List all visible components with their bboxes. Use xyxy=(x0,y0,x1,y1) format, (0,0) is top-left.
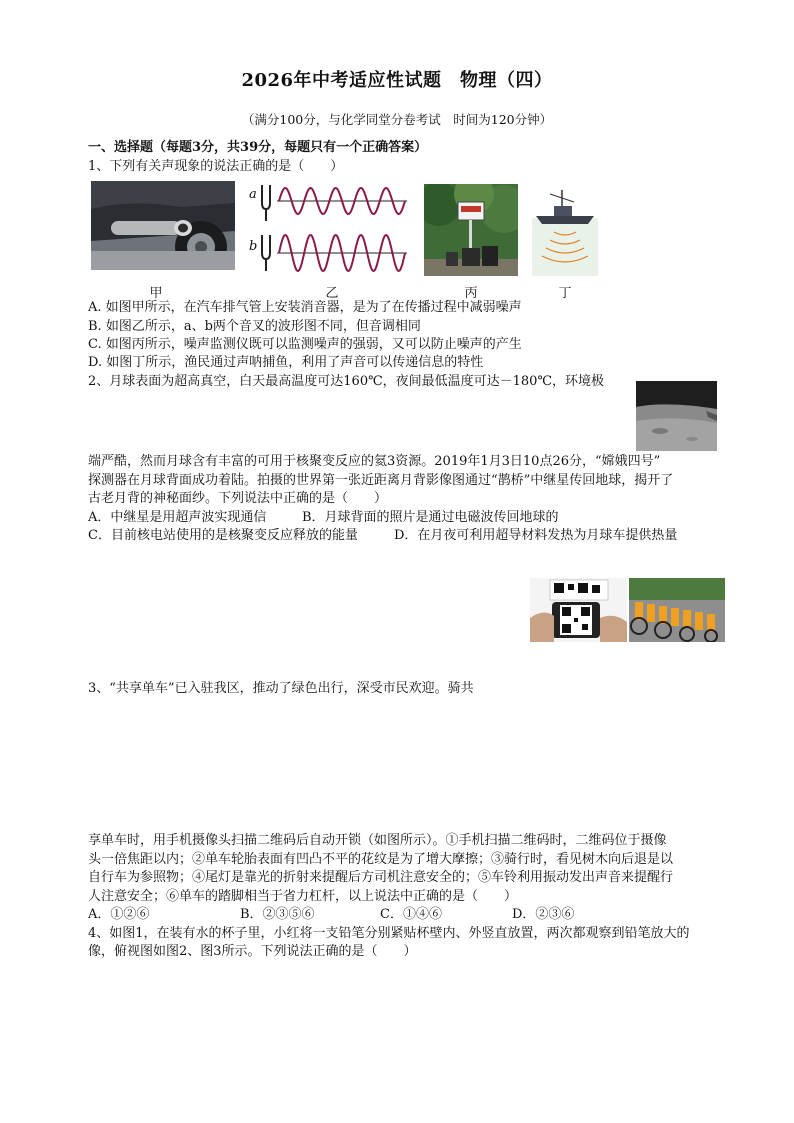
exam-subtitle: （满分100分，与化学同堂分卷考试 时间为120分钟） xyxy=(241,112,553,127)
question-2-line-1: 2、月球表面为超高真空，白天最高温度可达160℃，夜间最低温度可达－180℃，环境极 xyxy=(88,374,604,389)
question-2-line-3: 探测器在月球背面成功着陆。拍摄的世界第一张近距离月背影像图通过“鹊桥”中继星传回地球，揭开了 xyxy=(88,473,674,488)
section-heading: 一、选择题（每题3分，共39分，每题只有一个正确答案） xyxy=(88,140,428,155)
figure-moon-surface xyxy=(636,381,717,451)
question-3-line-5: 人注意安全；⑥单车的踏脚相当于省力杠杆，以上说法中正确的是（ ） xyxy=(88,889,518,904)
tuning-fork-a-icon xyxy=(262,185,270,221)
question-2-line-2: 端严酷，然而月球含有丰富的可用于核聚变反应的氦3资源。2019年1月3日10点26分，“嫦娥四号” xyxy=(88,454,661,469)
q1-option-a: A. 如图甲所示，在汽车排气管上安装消音器，是为了在传播过程中减弱噪声 xyxy=(88,300,522,315)
question-3-line-1: 3、“共享单车”已入驻我区，推动了绿色出行，深受市民欢迎。骑共 xyxy=(88,681,474,696)
question-2-line-4: 古老月背的神秘面纱。下列说法中正确的是（ ） xyxy=(88,491,388,506)
page-title: 2026年中考适应性试题 物理（四） xyxy=(241,70,553,91)
figure-label-bing: 丙 xyxy=(464,286,478,301)
wave-label-b: b xyxy=(249,239,258,254)
figure-label-ding: 丁 xyxy=(558,286,572,301)
q2-option-c: C．目前核电站使用的是核聚变反应释放的能量 xyxy=(88,528,358,543)
question-3-line-2: 享单车时，用手机摄像头扫描二维码后自动开锁（如图所示）。①手机扫描二维码时，二维码位于摄像 xyxy=(88,833,667,848)
q3-option-a: A．①②⑥ xyxy=(88,907,150,922)
figure-tuning-fork-waves xyxy=(245,181,410,276)
figure-car-exhaust xyxy=(91,181,235,270)
q2-option-b: B．月球背面的照片是通过电磁波传回地球的 xyxy=(302,510,559,525)
figure-noise-monitor xyxy=(424,184,518,276)
figure-label-yi: 乙 xyxy=(325,286,339,301)
q3-option-b: B．②③⑤⑥ xyxy=(240,907,315,922)
q3-option-d: D．②③⑥ xyxy=(512,907,575,922)
figure-qr-scan-phone xyxy=(530,578,627,642)
q1-option-c: C. 如图丙所示，噪声监测仪既可以监测噪声的强弱，又可以防止噪声的产生 xyxy=(88,337,522,352)
figure-shared-bikes xyxy=(629,578,725,642)
wave-label-a: a xyxy=(249,187,257,202)
q2-option-a: A．中继星是用超声波实现通信 xyxy=(88,510,267,525)
question-4-line-2: 像，俯视图如图2、图3所示。下列说法正确的是（ ） xyxy=(88,944,417,959)
q1-option-b: B. 如图乙所示，a、b两个音叉的波形图不同，但音调相同 xyxy=(88,319,421,334)
q3-option-c: C．①④⑥ xyxy=(380,907,442,922)
figure-label-jia: 甲 xyxy=(149,286,163,301)
tuning-fork-b-icon xyxy=(262,235,270,271)
question-1-stem: 1、下列有关声现象的说法正确的是（ ） xyxy=(88,159,344,174)
q1-option-d: D. 如图丁所示，渔民通过声呐捕鱼，利用了声音可以传递信息的特性 xyxy=(88,355,484,370)
q2-option-d: D．在月夜可利用超导材料发热为月球车提供热量 xyxy=(394,528,678,543)
figure-sonar-ship xyxy=(532,186,598,276)
question-3-line-4: 自行车为参照物；④尾灯是靠光的折射来提醒后方司机注意安全的；⑤车铃利用振动发出声音来提醒行 xyxy=(88,870,674,885)
question-3-line-3: 头一倍焦距以内；②单车轮胎表面有凹凸不平的花纹是为了增大摩擦；③骑行时，看见树木向后退是以 xyxy=(88,852,674,867)
question-4-line-1: 4、如图1，在装有水的杯子里，小红将一支铅笔分别紧贴杯壁内、外竖直放置，两次都观察到铅笔放大的 xyxy=(88,926,690,941)
